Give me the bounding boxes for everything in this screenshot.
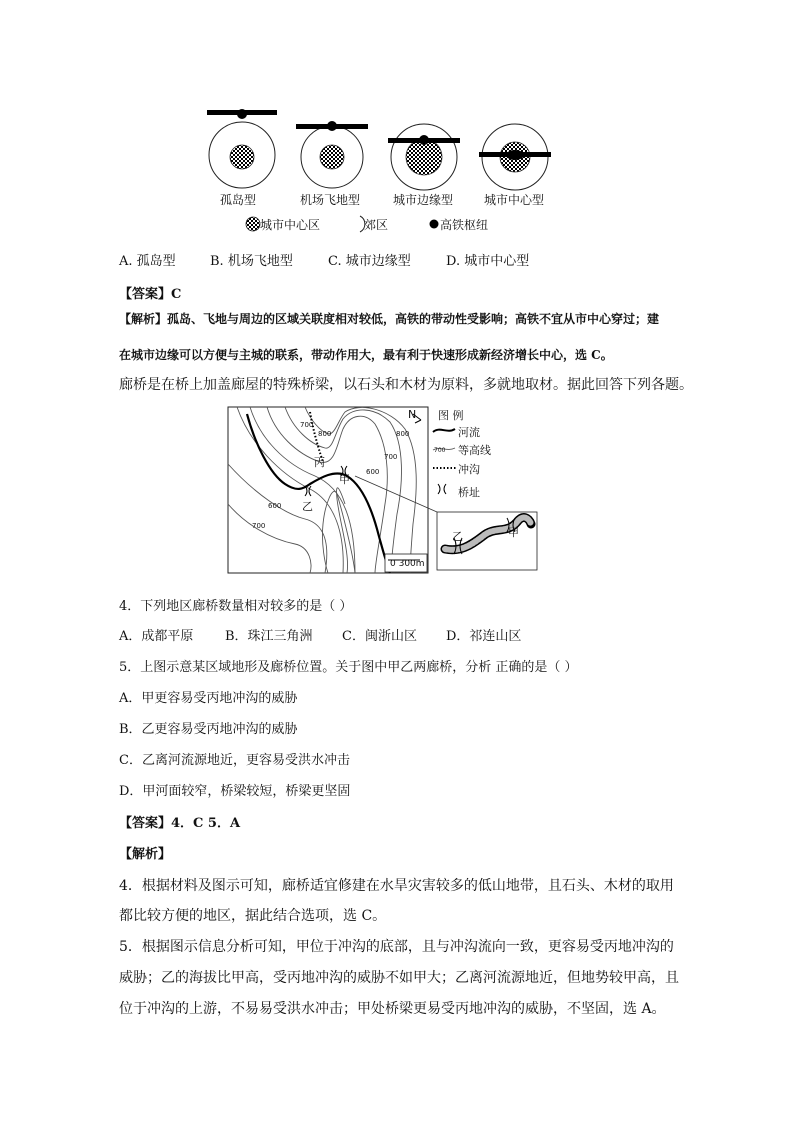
map-legend-contour-value: 700 xyxy=(434,447,446,454)
q4-option-b: B．珠江三角洲 xyxy=(225,629,313,644)
q5-option-d: D．甲河面较窄，桥梁较短，桥梁更坚固 xyxy=(119,784,351,799)
q3-option-c: C. 城市边缘型 xyxy=(328,254,411,269)
checker-legend-icon xyxy=(246,217,260,231)
map-legend-bridge: 桥址 xyxy=(458,486,480,499)
q3-analysis-line1: 【解析】孤岛、飞地与周边的区域关联度相对较低，高铁的带动性受影响；高铁不宜从市中心穿过；建 xyxy=(119,312,660,326)
q4-stem: 4．下列地区廊桥数量相对较多的是（ ） xyxy=(119,599,353,614)
type-airport-enclave-diagram xyxy=(296,121,368,188)
inset-label-jia: 甲 xyxy=(508,526,519,539)
q4-option-d: D．祁连山区 xyxy=(446,629,522,644)
contour-label-6: 700 xyxy=(300,421,314,429)
answer-4-5: 【答案】4．C 5．A xyxy=(119,816,241,831)
q5-stem: 5．上图示意某区域地形及廊桥位置。关于图中甲乙两廊桥，分析 正确的是（ ） xyxy=(119,660,578,675)
type-island-diagram xyxy=(207,109,277,188)
q5-option-a: A．甲更容易受丙地冲沟的威胁 xyxy=(119,691,298,706)
q5-option-b: B．乙更容易受丙地冲沟的威胁 xyxy=(119,722,298,737)
legend-river-icon xyxy=(433,429,455,432)
map-scale-label: 0 300m xyxy=(390,559,425,569)
legend-suburb-label: 郊区 xyxy=(364,218,389,232)
map-legend-river: 河流 xyxy=(458,426,480,439)
legend-center-label: 城市中心区 xyxy=(260,218,321,232)
analysis-4-line2: 都比较方便的地区，据此结合选项，选 C。 xyxy=(119,908,387,924)
map-label-jia: 甲 xyxy=(339,473,350,486)
legend-hub-label: 高铁枢纽 xyxy=(440,218,489,232)
q3-option-a: A. 孤岛型 xyxy=(119,254,176,269)
legend-bridge-icon xyxy=(438,484,446,494)
map-label-bing: 丙 xyxy=(314,456,325,469)
contour-label-5: 700 xyxy=(252,522,266,530)
type-city-edge-diagram xyxy=(388,124,460,190)
map-label-yi: 乙 xyxy=(302,500,313,513)
contour-label-1: 800 xyxy=(396,430,410,438)
q3-option-d: D. 城市中心型 xyxy=(446,254,530,269)
q4-option-c: C．闽浙山区 xyxy=(342,629,417,644)
contour-label-3: 600 xyxy=(366,468,380,476)
inset-label-yi: 乙 xyxy=(452,530,463,543)
type-label-airport: 机场飞地型 xyxy=(300,193,361,207)
q5-option-c: C．乙离河流源地近，更容易受洪水冲击 xyxy=(119,753,350,768)
q3-option-b: B. 机场飞地型 xyxy=(210,254,293,269)
bridge-intro: 廊桥是在桥上加盖廊屋的特殊桥梁，以石头和木材为原料，多就地取材。据此回答下列各题。 xyxy=(119,377,693,393)
q3-answer: 【答案】C xyxy=(119,287,182,302)
contour-label-2: 700 xyxy=(384,453,398,461)
q3-analysis-line2: 在城市边缘可以方便与主城的联系，带动作用大，最有利于快速形成新经济增长中心，选 C。 xyxy=(119,348,613,362)
type-city-center-diagram xyxy=(479,124,551,190)
analysis-4-line1: 4．根据材料及图示可知，廊桥适宜修建在水旱灾害较多的低山地带，且石头、木材的取用 xyxy=(119,878,674,894)
map-legend-title: 图 例 xyxy=(438,409,464,422)
type-label-island: 孤岛型 xyxy=(220,193,257,207)
analysis-5-line1: 5．根据图示信息分析可知，甲位于冲沟的底部，且与冲沟流向一致，更容易受丙地冲沟的 xyxy=(119,939,674,955)
q4-option-a: A．成都平原 xyxy=(119,629,194,644)
type-label-edge: 城市边缘型 xyxy=(393,193,454,207)
hub-legend-icon xyxy=(430,220,439,229)
contour-label-4: 600 xyxy=(268,502,282,510)
type-label-center: 城市中心型 xyxy=(484,193,545,207)
contour-label-7: 800 xyxy=(318,430,332,438)
analysis-5-line2: 威胁；乙的海拔比甲高，受丙地冲沟的威胁不如甲大；乙离河流源地近，但地势较甲高，且 xyxy=(119,970,679,986)
analysis-heading: 【解析】 xyxy=(119,847,172,862)
analysis-5-line3: 位于冲沟的上游，不易易受洪水冲击；甲处桥梁更易受丙地冲沟的威胁，不坚固，选 A。 xyxy=(119,1001,666,1017)
map-legend-contour: 等高线 xyxy=(458,444,491,457)
map-north-label: N xyxy=(408,408,417,421)
contour-map xyxy=(225,404,545,576)
map-legend-gully: 冲沟 xyxy=(458,463,480,476)
